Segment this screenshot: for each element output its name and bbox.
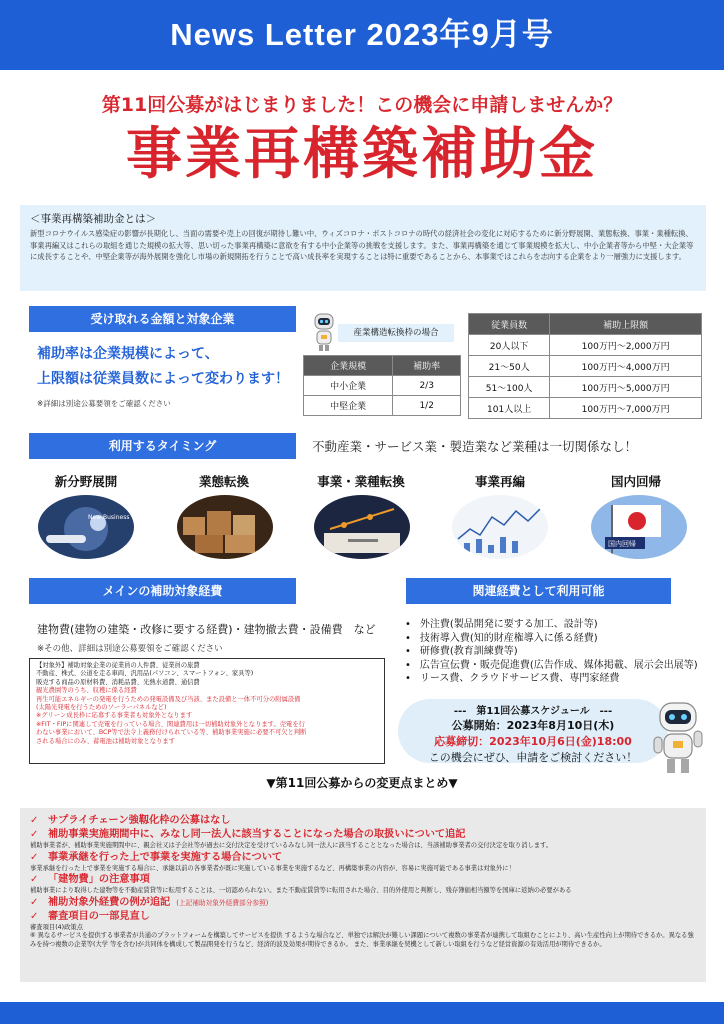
excluded-line: ※FIT・FIPに関連して売電を行っている場合、関連費用は一切補助対象外となります。売電を行 [36, 720, 305, 728]
change-item [30, 828, 696, 842]
industry-conversion-label: 産業構造転換枠の場合 [338, 324, 454, 342]
change-description: 補助事業者が、補助事業実施期間中に、親会社又は子会社等が過去に交付決定を受けているみなし同一法人に該当することとなった場合は、当該補助事業者の交付決定を取り消します。 [30, 842, 553, 849]
newsletter-title: News Letter 2023年9月号 [170, 17, 554, 52]
table-cell: 2/3 [393, 376, 461, 396]
change-description: 審査項目(4)政策点 [30, 923, 83, 931]
table-header-cell: 企業規模 [304, 356, 393, 376]
table-row [304, 396, 461, 416]
excluded-line: わない事業において、BCP等で法令上義務付けられている等、補助事業実施に必要不可欠と判断 [36, 729, 307, 737]
category-label: 事業再編 [474, 474, 525, 489]
list-item: • リース費、クラウドサービス費、専門家経費 [405, 672, 698, 686]
table-cell: 100万円～5,000万円 [550, 377, 702, 398]
about-body: 新型コロナウイルス感染症の影響が長期化し、当面の需要や売上の回復が期待し難い中、ウィズコロナ・ポストコロナの時代の経済社会の変化に対応するために新分野展開、業態転換、事業・業種転換、事業再編又はこれらの取組を通じた規模の拡大等、思い切った事業再構築に意欲を有する中小企業等の挑戦を支援します。また、事業再構築を通じて事業規模を拡大し、中小企業者等から中堅・大企業等に成長することや、中堅企業等が海外展開を強化し市場の新規開拓を行うことで高い成長率を実現することは特に重要であることから、本事業ではこれらを志向する企業をより一層強力に支援します。 [30, 229, 694, 261]
table-cell: 中堅企業 [304, 396, 393, 416]
newsletter-header [0, 0, 724, 70]
related-expense-list [405, 618, 698, 686]
main-expense-text: 建物費(建物の建築・改修に要する経費)・建物撤去費・設備費 など [37, 623, 376, 636]
change-title: 補助対象外経費の例が追記 [48, 896, 171, 908]
check-icon: ✓ [30, 896, 39, 908]
table-row [469, 398, 702, 419]
check-icon: ✓ [30, 815, 39, 826]
timing-section-bar: 利用するタイミング [29, 433, 296, 459]
table-cell: 1/2 [393, 396, 461, 416]
change-item [30, 873, 696, 887]
amount-note: ※詳細は別途公募要領をご確認ください [37, 399, 171, 408]
about-title: ＜事業再構築補助金とは＞ [30, 213, 156, 225]
new-business-caption: New Business [88, 514, 130, 521]
main-title: 事業再構築補助金 [126, 122, 598, 187]
check-icon: ✓ [30, 851, 39, 863]
list-item: • 広告宣伝費・販売促進費(広告作成、媒体掲載、展示会出展等) [405, 659, 698, 673]
amount-section-bar: 受け取れる金額と対象企業 [29, 306, 296, 332]
table-cell: 101人以上 [469, 398, 550, 419]
change-description: 事業承継を行った上で事業を実施する場合に、承継以前の各事業者が既に実施している事業を実施するなど、再構築事業の内容が、容易に実施可能である事業は対象外に！ [30, 864, 515, 872]
excluded-line: 観光農園等のうち、収穫に係る経費 [36, 687, 137, 695]
table-row [304, 376, 461, 396]
related-expense-section-bar: 関連経費として利用可能 [406, 578, 671, 604]
footer-bar [0, 1002, 724, 1024]
change-item [30, 896, 696, 910]
change-title: 審査項目の一部見直し [48, 910, 150, 922]
table-header-cell: 従業員数 [469, 314, 550, 335]
schedule-start: 公募開始：2023年8月10日(木) [451, 719, 615, 732]
schedule-box [398, 699, 668, 763]
any-industry-note: 不動産業・サービス業・製造業など業種は一切関係なし！ [312, 439, 638, 454]
domestic-return-image [591, 495, 687, 559]
main-expense-section-bar: メインの補助対象経費 [29, 578, 296, 604]
new-business-image [38, 495, 134, 559]
schedule-cta: この機会にぜひ、申請をご検討ください！ [428, 751, 638, 764]
industry-conversion-image [314, 495, 410, 559]
schedule-deadline: 応募締切：2023年10月6日(金)18:00 [434, 735, 632, 748]
table-header-cell: 補助上限額 [550, 314, 702, 335]
amount-message [37, 342, 289, 392]
change-subnote: (上記補助対象外経費部分参照) [176, 898, 269, 907]
change-description: 補助事業により取得した建物等を不動産賃貸等に転用することは、一切認められない。また不動産賃貸等に転用された場合、目的外使用と判断し、残存簿価相当額等を国庫に返納の必要がある [30, 887, 572, 895]
table-row [469, 377, 702, 398]
table-cell: 51～100人 [469, 377, 550, 398]
list-item: • 技術導入費(知的財産権導入に係る経費) [405, 632, 698, 646]
excluded-line: 販売する商品の原材料費、消耗品費、光熱水道費、通信費 [36, 678, 200, 686]
category-label: 国内回帰 [610, 474, 661, 489]
change-item [30, 851, 696, 865]
excluded-expenses-box [29, 658, 385, 764]
main-expense-note: ※その他、詳細は別途公募要領をご確認ください [37, 644, 223, 654]
table-cell: 20人以下 [469, 335, 550, 356]
excluded-line: される場合にのみ、蓄電池は補助対象となります [36, 737, 175, 745]
change-title: サプライチェーン強靱化枠の公募はなし [48, 815, 231, 826]
changes-box [20, 808, 706, 982]
table-cell: 21～50人 [469, 356, 550, 377]
about-box [20, 205, 706, 291]
excluded-line: ※グリーン成長枠に応募する事業者も対象外となります [36, 712, 193, 720]
change-title: 補助事業実施期間中に、みなし同一法人に該当することになった場合の取扱いについて追記 [48, 829, 466, 840]
subsidy-limit-table [468, 313, 702, 419]
business-reorganization-image [452, 495, 548, 559]
change-item [30, 814, 696, 828]
list-item: • 外注費(製品開発に要する加工、設計等) [405, 618, 698, 632]
change-detail: ⑥ 異なるサービスを提供する事業者が共通のプラットフォームを構築してサービスを提供 するような場合など、単独では解決が難しい課題について複数の事業者が連携して取組むことにより、高い生産性向上が期待できるか。異なる強みを持つ複数の企業等(大学 等を含む)が共同体を構成して製品開発を行うなど、経済的波及効果が期待できるか。 また、事業承継を契機として新しい取組を行うなど経営資源の有効活用が期待できるか。 [30, 932, 694, 948]
list-item: • 研修費(教育訓練費等) [405, 645, 698, 659]
change-item [30, 910, 696, 924]
robot-icon [310, 310, 338, 352]
table-row [469, 356, 702, 377]
table-header-cell: 補助率 [393, 356, 461, 376]
table-header-row [469, 314, 702, 335]
excluded-line: 再生可能エネルギーの発電を行うための発電設備及び当該、また設備と一体不可分の附属設備 [36, 695, 301, 703]
robot-mascot-icon [652, 697, 704, 777]
business-conversion-image [177, 495, 273, 559]
excluded-line: 不動産、株式、公道を走る車両、汎用品(パソコン、スマートフォン、家具等) [36, 670, 254, 678]
subsidy-rate-table [303, 355, 461, 416]
table-cell: 100万円～2,000万円 [550, 335, 702, 356]
category-label: 業態転換 [198, 474, 249, 489]
check-icon: ✓ [30, 910, 39, 922]
amount-line-1: 補助率は企業規模によって、 [37, 346, 219, 362]
table-cell: 100万円～4,000万円 [550, 356, 702, 377]
changes-title: ▼第11回公募からの変更点まとめ▼ [266, 776, 458, 790]
table-header-row [304, 356, 461, 376]
change-title: 事業承継を行った上で事業を実施する場合について [48, 851, 283, 863]
excluded-line: (太陽光発電を行うためのソーラーパネルなど) [36, 704, 167, 712]
table-row [469, 335, 702, 356]
table-cell: 100万円～7,000万円 [550, 398, 702, 419]
category-label: 新分野展開 [54, 474, 118, 489]
schedule-title: --- 第11回公募スケジュール --- [453, 706, 613, 717]
check-icon: ✓ [30, 829, 39, 840]
table-cell: 中小企業 [304, 376, 393, 396]
category-label: 事業・業種転換 [317, 474, 405, 489]
lead-headline: 第11回公募がはじまりました！この機会に申請しませんか？ [101, 94, 623, 116]
change-title: 「建物費」の注意事項 [48, 874, 150, 886]
domestic-return-caption: 国内回帰 [608, 540, 636, 548]
amount-line-2: 上限額は従業員数によって変わります！ [37, 371, 289, 387]
excluded-line: 【対象外】補助対象企業の従業員の人件費、従業員の旅費 [36, 662, 200, 669]
check-icon: ✓ [30, 874, 39, 886]
